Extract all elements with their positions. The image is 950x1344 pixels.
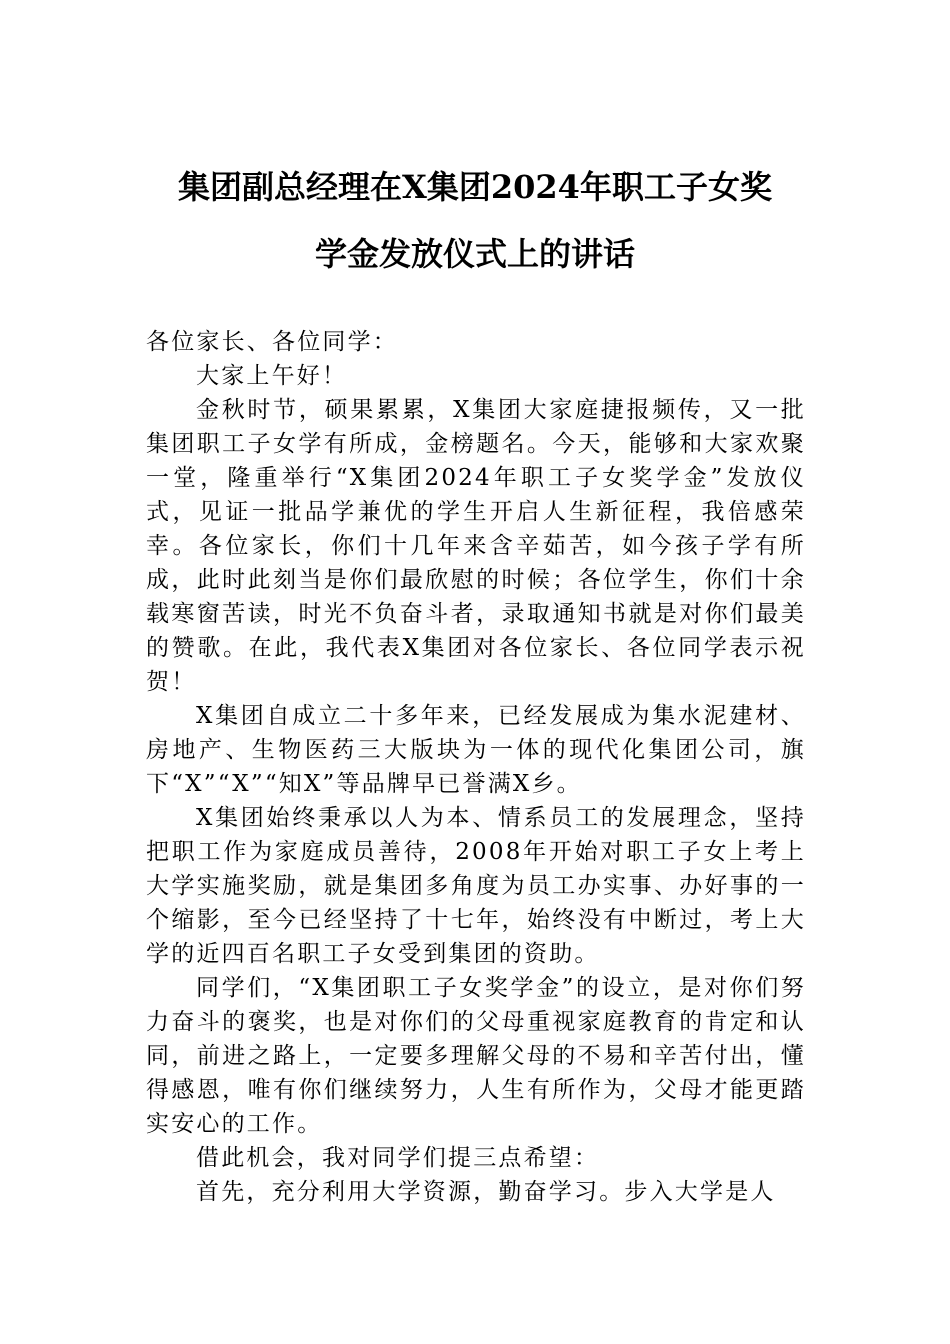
document-body [146,325,806,1209]
document-title-line-1: 集团副总经理在X集团2024年职工子女奖 [178,168,772,206]
paragraph: 同学们，“X集团职工子女奖学金”的设立，是对你们努力奋斗的褒奖，也是对你们的父母重视家庭教育的肯定和认同，前进之路上，一定要多理解父母的不易和辛苦付出，懂得感恩，唯有你们继续努力，人生有所作为，父母才能更踏实安心的工作。 [146,975,806,1137]
salutation: 各位家长、各位同学： [146,329,398,355]
paragraph-greeting: 大家上午好！ [196,363,348,389]
paragraph: 金秋时节，硕果累累，X集团大家庭捷报频传，又一批集团职工子女学有所成，金榜题名。今天，能够和大家欢聚一堂，隆重举行“X集团2024年职工子女奖学金”发放仪式，见证一批品学兼优的学生开启人生新征程，我倍感荣幸。各位家长，你们十几年来含辛茹苦，如今孩子学有所成，此时此刻当是你们最欣慰的时候；各位学生，你们十余载寒窗苦读，时光不负奋斗者，录取通知书就是对你们最美的赞歌。在此，我代表X集团对各位家长、各位同学表示祝贺！ [146,397,806,695]
paragraph: X集团始终秉承以人为本、情系员工的发展理念，坚持把职工作为家庭成员善待，2008年开始对职工子女上考上大学实施奖励，就是集团多角度为员工办实事、办好事的一个缩影，至今已经坚持了十七年，始终没有中断过，考上大学的近四百名职工子女受到集团的资助。 [146,805,806,967]
paragraph: X集团自成立二十多年来，已经发展成为集水泥建材、房地产、生物医药三大版块为一体的现代化集团公司，旗下“X”“X”“知X”等品牌早已誉满X乡。 [146,703,806,797]
document-title-line-2: 学金发放仪式上的讲话 [314,235,635,273]
paragraph: 首先，充分利用大学资源，勤奋学习。步入大学是人 [196,1179,776,1205]
paragraph: 借此机会，我对同学们提三点希望： [196,1145,600,1171]
